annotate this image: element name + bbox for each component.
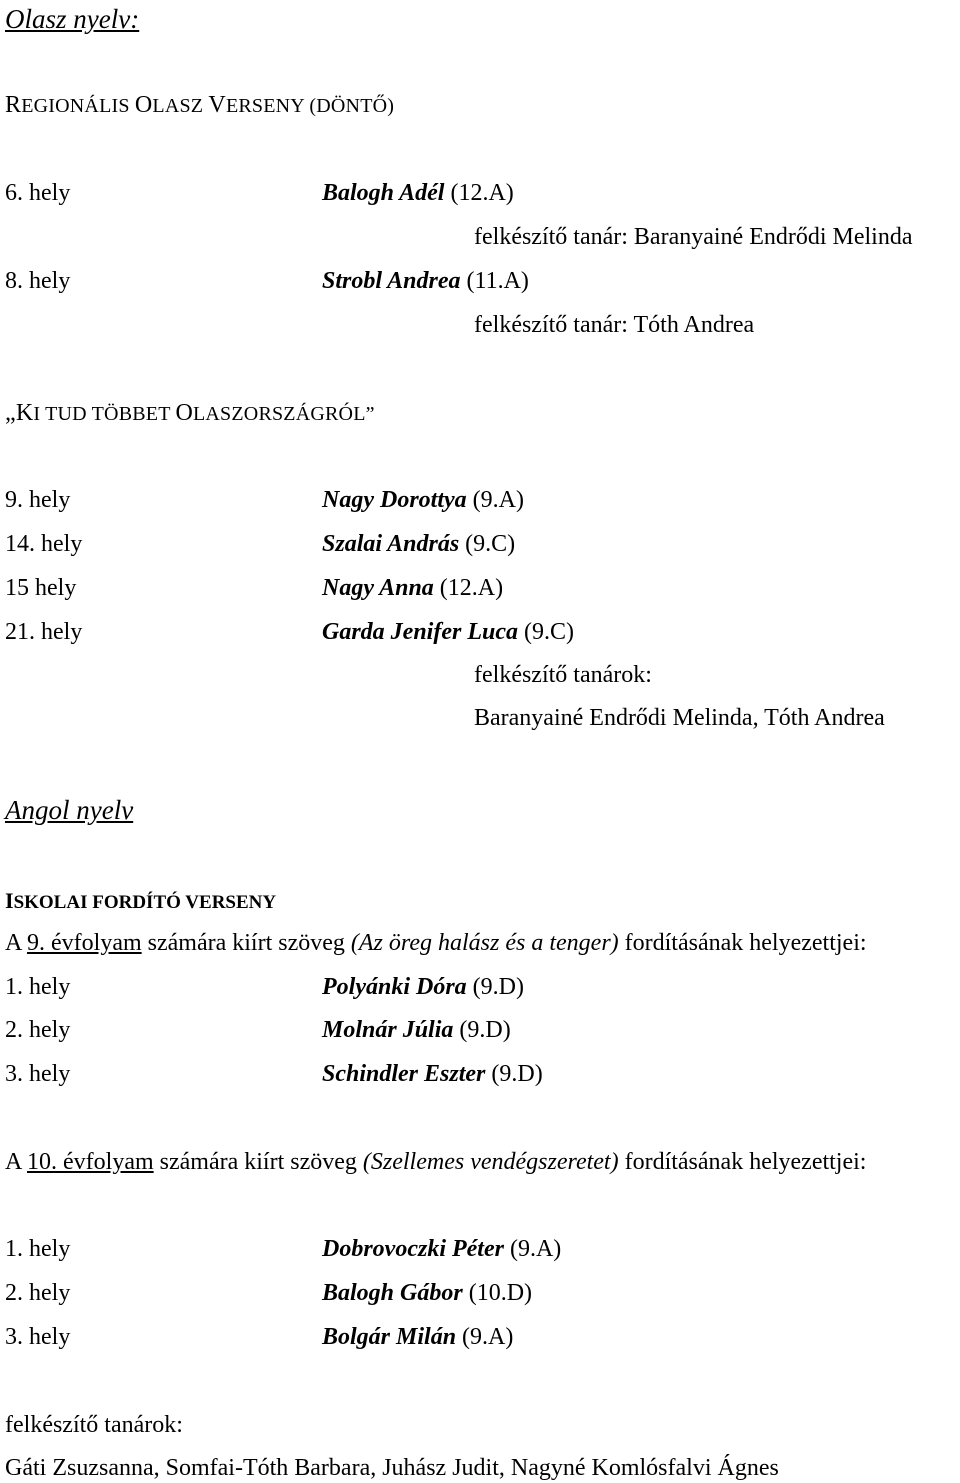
place-label: 15 hely (5, 575, 77, 601)
student-name: Nagy Dorottya (322, 487, 467, 513)
student-name: Bolgár Milán (322, 1324, 457, 1350)
result-row (5, 1015, 511, 1045)
result-row (5, 178, 514, 208)
teacher-line: felkészítő tanár: Tóth Andrea (474, 312, 755, 338)
class-label: (9.A) (509, 1236, 562, 1262)
class-label: (9.C) (523, 619, 574, 645)
class-label: (9.A) (462, 1324, 514, 1350)
place-label: 3. hely (5, 1324, 71, 1350)
result-row (5, 573, 504, 603)
student-name: Szalai András (322, 531, 460, 557)
student-name: Balogh Gábor (322, 1280, 463, 1306)
class-label: (9.D) (459, 1017, 511, 1043)
result-row (5, 617, 574, 647)
teachers-label: felkészítő tanárok: (5, 1412, 183, 1438)
student-name: Molnár Júlia (322, 1017, 454, 1043)
place-label: 21. hely (5, 619, 83, 645)
place-label: 1. hely (5, 1236, 71, 1262)
section-heading-angol: Angol nyelv (5, 795, 134, 825)
grade-intro-9: A 9. évfolyam számára kiírt szöveg (Az öreg halász és a tenger) fordításának helyezettjei: (5, 930, 867, 956)
place-label: 2. hely (5, 1017, 71, 1043)
place-label: 3. hely (5, 1061, 71, 1087)
contest-title-regional: REGIONÁLIS OLASZ VERSENY (DÖNTŐ) (5, 92, 395, 118)
place-label: 8. hely (5, 268, 71, 294)
teachers-list: Baranyainé Endrődi Melinda, Tóth Andrea (474, 705, 885, 731)
class-label: (9.C) (465, 531, 516, 557)
teachers-label: felkészítő tanárok: (474, 662, 652, 688)
contest-title-kitud: „KI TUD TÖBBET OLASZORSZÁGRÓL” (5, 400, 375, 426)
result-row (5, 529, 516, 559)
result-row (5, 1322, 514, 1352)
result-row (5, 266, 529, 296)
class-label: (9.D) (491, 1061, 543, 1087)
student-name: Dobrovoczki Péter (322, 1236, 504, 1262)
contest-title-translation: ISKOLAI FORDÍTÓ VERSENY (5, 888, 277, 913)
student-name: Garda Jenifer Luca (322, 619, 518, 645)
place-label: 2. hely (5, 1280, 71, 1306)
result-row (5, 1234, 562, 1264)
place-label: 9. hely (5, 487, 71, 513)
student-name: Polyánki Dóra (322, 974, 467, 1000)
section-heading-olasz: Olasz nyelv: (5, 4, 140, 34)
class-label: (11.A) (466, 268, 529, 294)
student-name: Balogh Adél (322, 180, 445, 206)
class-label: (12.A) (439, 575, 504, 601)
place-label: 6. hely (5, 180, 71, 206)
student-name: Schindler Eszter (322, 1061, 486, 1087)
place-label: 14. hely (5, 531, 83, 557)
student-name: Nagy Anna (322, 575, 434, 601)
result-row (5, 485, 524, 515)
class-label: (12.A) (450, 180, 514, 206)
teacher-line: felkészítő tanár: Baranyainé Endrődi Melinda (474, 224, 913, 250)
result-row (5, 1278, 533, 1308)
student-name: Strobl Andrea (322, 268, 461, 294)
result-row (5, 972, 524, 1002)
class-label: (9.D) (472, 974, 524, 1000)
teachers-list: Gáti Zsuzsanna, Somfai-Tóth Barbara, Juhász Judit, Nagyné Komlósfalvi Ágnes (5, 1455, 779, 1481)
result-row (5, 1059, 543, 1089)
class-label: (9.A) (472, 487, 524, 513)
grade-intro-10: A 10. évfolyam számára kiírt szöveg (Szellemes vendégszeretet) fordításának helyezettjei: (5, 1149, 867, 1175)
place-label: 1. hely (5, 974, 71, 1000)
class-label: (10.D) (468, 1280, 533, 1306)
